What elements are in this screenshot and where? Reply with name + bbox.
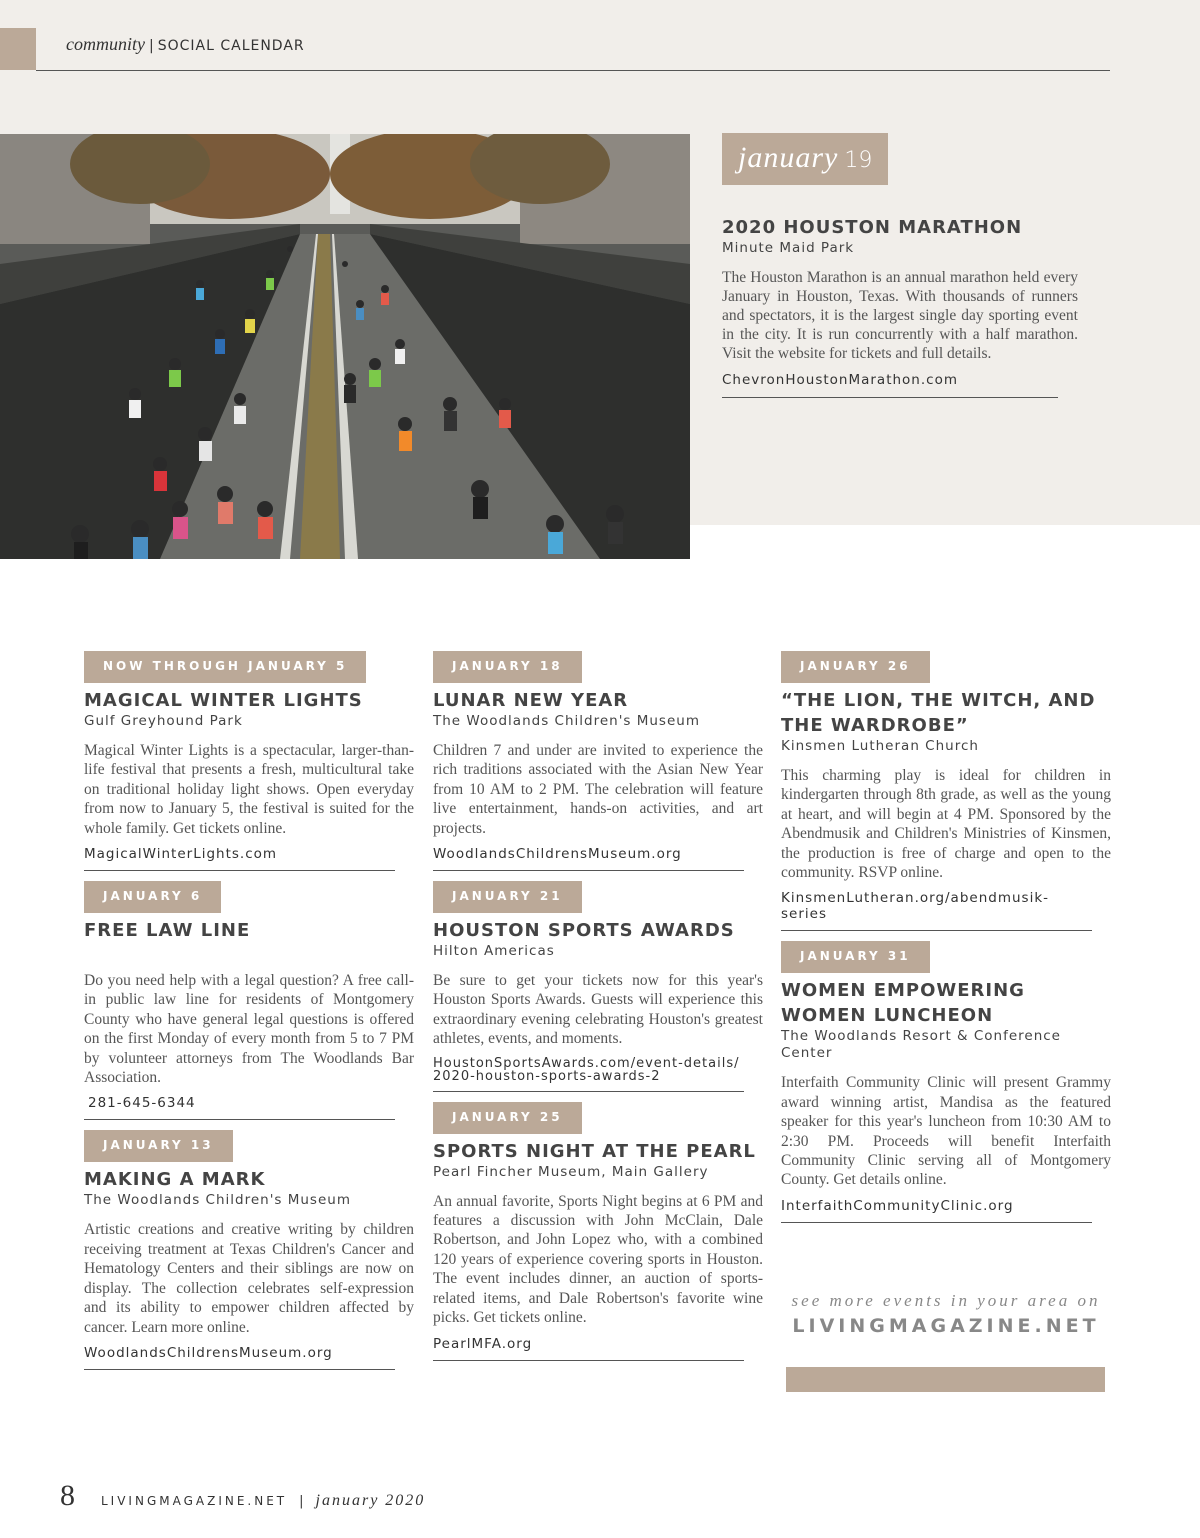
event-link[interactable]: WoodlandsChildrensMuseum.org: [433, 846, 744, 871]
event-date-tag: JANUARY 26: [781, 651, 930, 683]
event-lion-witch-wardrobe: [781, 651, 1111, 931]
event-title: FREE LAW LINE: [84, 920, 251, 942]
featured-title: 2020 HOUSTON MARATHON: [722, 217, 1023, 238]
event-description: An annual favorite, Sports Night begins at 6 PM and features a discussion with John McClain, Dale Robertson, and John Lopez who, with a combined 120 years of experience covering sports in Houston. The event includes dinner, an auction of sports-related items, and Dale Robertson's favorite wine picks. Get tickets online.: [433, 1192, 763, 1327]
event-title: WOMEN EMPOWERING WOMEN LUNCHEON: [781, 980, 1025, 1027]
event-date-tag: JANUARY 6: [84, 881, 221, 913]
header-separator: |: [148, 38, 154, 54]
featured-link[interactable]: ChevronHoustonMarathon.com: [722, 372, 1058, 398]
event-houston-sports-awards: [433, 881, 763, 1092]
featured-event: [722, 133, 1082, 398]
event-title: LUNAR NEW YEAR: [433, 690, 629, 711]
page-header: [66, 34, 305, 55]
event-link[interactable]: InterfaithCommunityClinic.org: [781, 1198, 1092, 1223]
event-link[interactable]: WoodlandsChildrensMuseum.org: [84, 1345, 395, 1370]
event-date-tag: NOW THROUGH JANUARY 5: [84, 651, 366, 683]
event-title: MAGICAL WINTER LIGHTS: [84, 690, 363, 711]
event-title: “THE LION, THE WITCH, AND THE WARDROBE”: [781, 690, 1096, 736]
event-free-law-line: [84, 881, 414, 1120]
events-column-2: [433, 651, 763, 1371]
event-description: Magical Winter Lights is a spectacular, larger-than-life festival that presents a fresh, multicultural take on traditional holiday light shows. Open everyday from now to January 5, the festival is suited for the whole family. Get tickets online.: [84, 742, 414, 837]
event-phone[interactable]: 281-645-6344: [84, 1095, 395, 1120]
page-footer: [60, 1479, 425, 1513]
event-link[interactable]: KinsmenLutheran.org/abendmusik-series: [781, 890, 1092, 931]
page-number: 8: [60, 1479, 75, 1512]
header-section: community: [66, 34, 145, 54]
event-venue: The Woodlands Children's Museum: [433, 713, 700, 729]
event-link[interactable]: MagicalWinterLights.com: [84, 846, 395, 871]
featured-month: january: [738, 141, 839, 174]
event-magical-winter-lights: [84, 651, 414, 871]
event-date-tag: JANUARY 18: [433, 651, 582, 683]
featured-date-tag: [722, 133, 888, 185]
event-description: Artistic creations and creative writing by children receiving treatment at Texas Children's Cancer and Hematology Centers and their siblings are now on display. The collection celebrates self-expression and its ability to empower children affected by cancer. Learn more online.: [84, 1221, 414, 1336]
event-women-empowering-women: [781, 941, 1111, 1222]
featured-day: 19: [844, 148, 873, 173]
event-description: Interfaith Community Clinic will present Grammy award winning artist, Mandisa as the featured speaker for this year's luncheon from 10:30 AM to 2:30 PM. Proceeds will benefit Interfaith Community Clinic serving all of Montgomery County. Get details online.: [781, 1074, 1111, 1189]
event-title: MAKING A MARK: [84, 1169, 266, 1191]
event-date-tag: JANUARY 13: [84, 1130, 233, 1162]
header-rule: [36, 70, 1110, 71]
event-sports-night-at-the-pearl: [433, 1102, 763, 1361]
see-more-link[interactable]: LIVINGMAGAZINE.NET: [792, 1315, 1100, 1337]
event-venue: The Woodlands Resort & Conference Center: [781, 1028, 1061, 1062]
event-description: This charming play is ideal for children in kindergarten through 8th grade, as well as the young at heart, and will begin at 4 PM. Sponsored by the Abendmusik and Children's Ministries of Kinsmen, the production is free of charge and open to the community. RSVP online.: [781, 767, 1111, 882]
header-title: SOCIAL CALENDAR: [157, 38, 305, 54]
footer-issue: january 2020: [315, 1492, 426, 1509]
footer-separator: |: [299, 1494, 304, 1509]
see-more-text: see more events in your area on: [791, 1291, 1101, 1310]
event-title: SPORTS NIGHT AT THE PEARL: [433, 1140, 756, 1162]
event-making-a-mark: [84, 1130, 414, 1369]
event-description: Be sure to get your tickets now for this year's Houston Sports Awards. Guests will experience this extraordinary evening celebrating Houston's greatest athletes, events, and moments.: [433, 972, 763, 1048]
event-date-tag: JANUARY 31: [781, 941, 930, 973]
featured-venue: Minute Maid Park: [722, 240, 855, 256]
event-date-tag: JANUARY 25: [433, 1102, 582, 1134]
featured-description: The Houston Marathon is an annual marathon held every January in Houston, Texas. With thousands of runners and spectators, it is the largest single day sporting event in the city. It is run concurrently with a half marathon. Visit the website for tickets and full details.: [722, 269, 1078, 362]
event-venue: Gulf Greyhound Park: [84, 713, 243, 729]
decorative-bar: [786, 1367, 1105, 1392]
event-venue: Kinsmen Lutheran Church: [781, 738, 979, 754]
footer-site: LIVINGMAGAZINE.NET: [101, 1494, 288, 1508]
event-venue: The Woodlands Children's Museum: [84, 1192, 351, 1209]
event-description: Do you need help with a legal question? A free call-in public law line for residents of Montgomery County who have general legal questions is offered on the first Monday of every month from 5 to 7 PM by volunteer attorneys from The Woodlands Bar Association.: [84, 972, 414, 1087]
event-lunar-new-year: [433, 651, 763, 871]
see-more-events: [781, 1291, 1111, 1337]
marathon-photo: [0, 134, 690, 559]
event-link[interactable]: HoustonSportsAwards.com/event-details/2020-houston-sports-awards-2: [433, 1057, 744, 1092]
event-description: Children 7 and under are invited to experience the rich traditions associated with the Asian New Year from 10 AM to 2 PM. The celebration will feature live entertainment, hands-on activities, and art projects.: [433, 742, 763, 837]
event-title: HOUSTON SPORTS AWARDS: [433, 920, 735, 942]
events-column-1: [84, 651, 414, 1380]
event-link[interactable]: PearlMFA.org: [433, 1336, 744, 1361]
event-venue: Pearl Fincher Museum, Main Gallery: [433, 1163, 709, 1180]
event-venue: Hilton Americas: [433, 943, 555, 960]
header-accent-block: [0, 28, 36, 70]
event-date-tag: JANUARY 21: [433, 881, 582, 913]
events-column-3: [781, 651, 1111, 1233]
